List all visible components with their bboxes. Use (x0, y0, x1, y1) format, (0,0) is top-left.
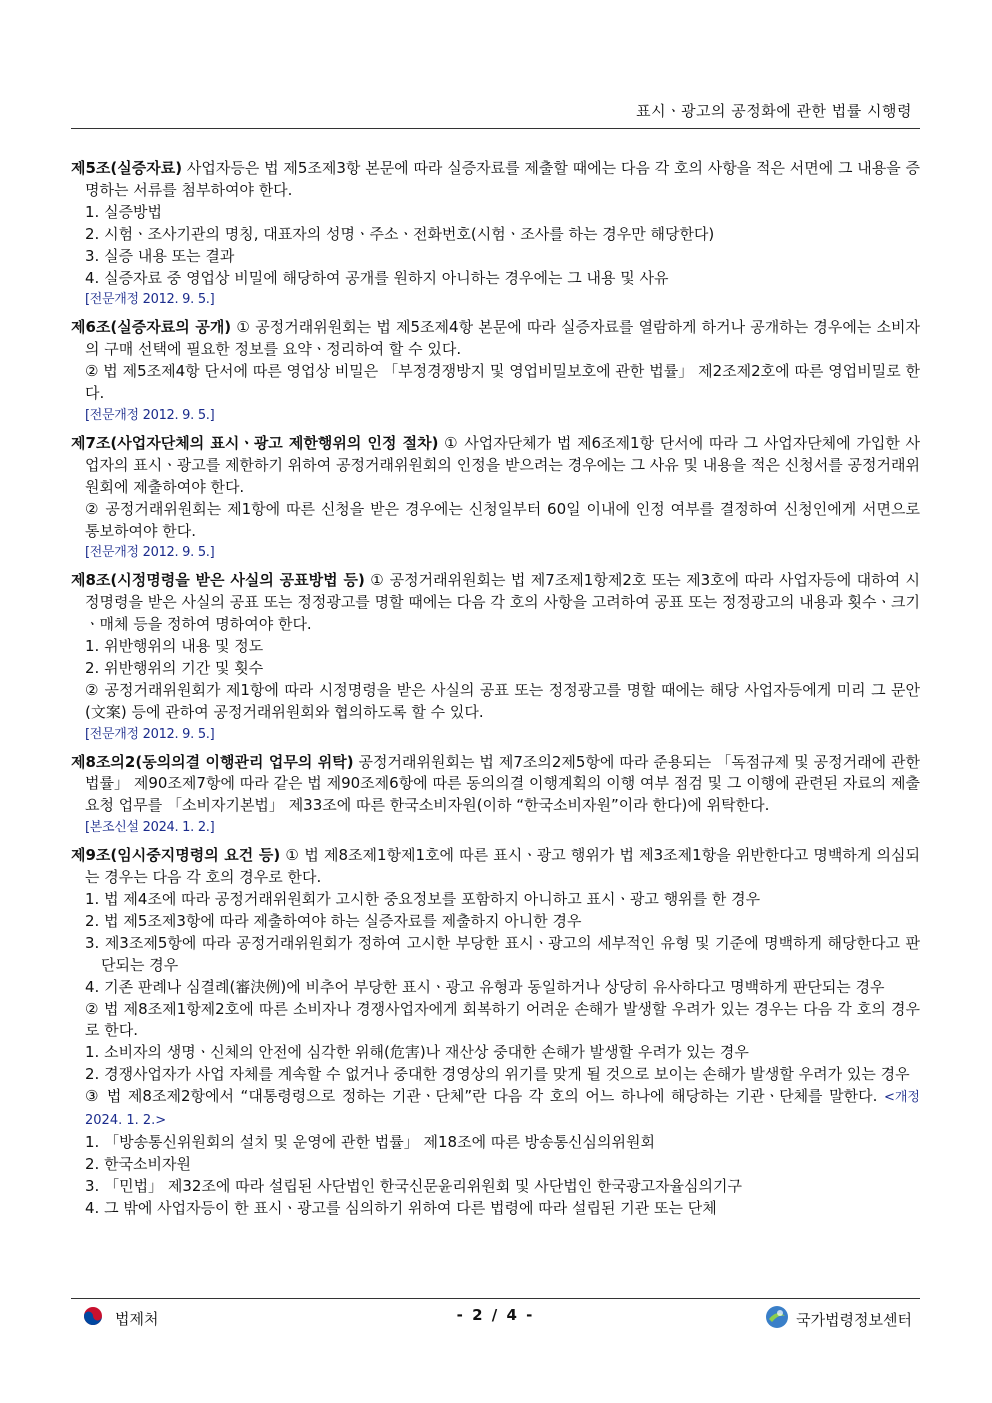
article-text: 사업자등은 법 제5조제3항 본문에 따라 실증자료를 제출할 때에는 다음 각 호의 사항을 적은 서면에 그 내용을 증명하는 서류를 첨부하여야 한다. (85, 159, 920, 199)
article-paragraph (71, 752, 920, 818)
list-item: 2. 한국소비자원 (85, 1154, 192, 1173)
sub-paragraph (71, 1086, 920, 1132)
article-title: 제8조의2(동의의결 이행관리 업무의 위탁) (71, 752, 354, 771)
article-paragraph (71, 570, 920, 636)
revision-note: [전문개정 2012. 9. 5.] (85, 292, 215, 308)
law-info-center-label: 국가법령정보센터 (796, 1310, 912, 1329)
article-8 (71, 570, 920, 745)
list-item: 3. 실증 내용 또는 결과 (85, 246, 235, 265)
sub-paragraph: ② 공정거래위원회가 제1항에 따라 시정명령을 받은 사실의 공표 또는 정정광고를 명할 때에는 해당 사업자등에게 미리 그 문안(文案) 등에 관하여 공정거래위원회와 협의하도록 할 수 있다. (85, 680, 920, 721)
article-text: ① 사업자단체가 법 제6조제1항 단서에 따라 그 사업자단체에 가입한 사업자의 표시ㆍ광고를 제한하기 위하여 공정거래위원회의 인정을 받으려는 경우에는 그 사유 및 내용을 적은 신청서를 공정거래위원회에 제출하여야 한다. (85, 433, 920, 496)
sub-paragraph: ② 공정거래위원회는 제1항에 따른 신청을 받은 경우에는 신청일부터 60일 이내에 인정 여부를 결정하여 신청인에게 서면으로 통보하여야 한다. (85, 499, 920, 540)
list-item: 2. 경쟁사업자가 사업 자체를 계속할 수 없거나 중대한 경영상의 위기를 맞게 될 것으로 보이는 손해가 발생할 우려가 있는 경우 (85, 1065, 910, 1084)
list-item: 1. 「방송통신위원회의 설치 및 운영에 관한 법률」 제18조에 따른 방송통신심의위원회 (85, 1132, 655, 1151)
revision-note: [본조신설 2024. 1. 2.] (85, 820, 215, 836)
list-item: 2. 위반행위의 기간 및 횟수 (85, 658, 264, 677)
document-body (71, 158, 920, 1226)
article-text: ① 법 제8조제1항제1호에 따른 표시ㆍ광고 행위가 법 제3조제1항을 위반한다고 명백하게 의심되는 경우는 다음 각 호의 경우로 한다. (85, 846, 920, 887)
article-title: 제7조(사업자단체의 표시ㆍ광고 제한행위의 인정 절차) (71, 433, 439, 452)
article-7 (71, 433, 920, 564)
article-paragraph (71, 158, 920, 202)
article-paragraph (71, 433, 920, 499)
article-paragraph (71, 845, 920, 889)
document-title: 표시ㆍ광고의 공정화에 관한 법률 시행령 (636, 102, 912, 120)
page-header (71, 96, 920, 129)
list-item: 2. 법 제5조제3항에 따라 제출하여야 하는 실증자료를 제출하지 아니한 경우 (85, 911, 582, 930)
article-5 (71, 158, 920, 311)
page-number: - 2 / 4 - (456, 1306, 535, 1324)
article-title: 제8조(시정명령을 받은 사실의 공표방법 등) (71, 571, 365, 590)
list-item: 4. 실증자료 중 영업상 비밀에 해당하여 공개를 원하지 아니하는 경우에는 그 내용 및 사유 (85, 268, 669, 287)
list-item: 1. 법 제4조에 따라 공정거래위원회가 고시한 중요정보를 포함하지 아니하고 표시ㆍ광고 행위를 한 경우 (85, 890, 761, 908)
list-item: 3. 제3조제5항에 따라 공정거래위원회가 정하여 고시한 부당한 표시ㆍ광고의 세부적인 유형 및 기준에 명백하게 해당한다고 판단되는 경우 (85, 933, 920, 974)
moleg-label: 법제처 (115, 1309, 159, 1328)
revision-note: [전문개정 2012. 9. 5.] (85, 726, 215, 742)
article-title: 제5조(실증자료) (71, 159, 183, 177)
article-title: 제6조(실증자료의 공개) (71, 318, 232, 337)
article-text: ① 공정거래위원회는 법 제5조제4항 본문에 따라 실증자료를 열람하게 하거나 공개하는 경우에는 소비자의 구매 선택에 필요한 정보를 요약ㆍ정리하여 할 수 있다. (85, 318, 920, 359)
list-item: 1. 위반행위의 내용 및 정도 (85, 637, 264, 656)
article-8-2 (71, 752, 920, 840)
article-text: 공정거래위원회는 법 제7조의2제5항에 따라 준용되는 「독점규제 및 공정거래에 관한 법률」 제90조제7항에 따라 같은 법 제90조제6항에 따른 동의의결 이행계획의 이행 여부 점검 및 그 이행에 관련된 자료의 제출 요청 업무를 「소비자기본법」 제33조에 따른 한국소비자원(이하 “한국소비자원”이라 한다)에 위탁한다. (85, 752, 921, 815)
list-item: 4. 그 밖에 사업자등이 한 표시ㆍ광고를 심의하기 위하여 다른 법령에 따라 설립된 기관 또는 단체 (85, 1198, 717, 1217)
footer-divider (71, 1298, 920, 1299)
article-6 (71, 317, 920, 427)
list-item: 1. 실증방법 (85, 202, 163, 221)
revision-note: [전문개정 2012. 9. 5.] (85, 545, 215, 561)
article-paragraph (71, 317, 920, 361)
list-item: 4. 기존 판례나 심결례(審決例)에 비추어 부당한 표시ㆍ광고 유형과 동일하거나 상당히 유사하다고 명백하게 판단되는 경우 (85, 977, 885, 996)
page-footer (71, 1304, 920, 1334)
law-info-center-logo-icon (764, 1304, 790, 1334)
list-item: 2. 시험ㆍ조사기관의 명칭, 대표자의 성명ㆍ주소ㆍ전화번호(시험ㆍ조사를 하는 경우만 해당한다) (85, 224, 715, 243)
list-item: 1. 소비자의 생명ㆍ신체의 안전에 심각한 위해(危害)나 재산상 중대한 손해가 발생할 우려가 있는 경우 (85, 1043, 749, 1062)
article-title: 제9조(임시중지명령의 요건 등) (71, 846, 281, 865)
list-item: 3. 「민법」 제32조에 따라 설립된 사단법인 한국신문윤리위원회 및 사단법인 한국광고자율심의기구 (85, 1176, 742, 1195)
footer-right (764, 1304, 912, 1334)
revision-note: <개정 2024. 1. 2.> (85, 1090, 920, 1129)
sub-paragraph: ② 법 제8조제1항제2호에 따른 소비자나 경쟁사업자에게 회복하기 어려운 손해가 발생할 우려가 있는 경우는 다음 각 호의 경우로 한다. (85, 999, 920, 1040)
sub-paragraph: ② 법 제5조제4항 단서에 따른 영업상 비밀은 「부정경쟁방지 및 영업비밀보호에 관한 법률」 제2조제2호에 따른 영업비밀로 한다. (85, 362, 920, 403)
article-text: ① 공정거래위원회는 법 제7조제1항제2호 또는 제3호에 따라 사업자등에 대하여 시정명령을 받은 사실의 공표 또는 정정광고를 명할 때에는 다음 각 호의 사항을 고려하여 공표 또는 정정광고의 내용과 횟수ㆍ크기ㆍ매체 등을 정하여 명하여야 한다. (85, 571, 920, 634)
sub-paragraph-text: ③ 법 제8조제2항에서 “대통령령으로 정하는 기관ㆍ단체”란 다음 각 호의 어느 하나에 해당하는 기관ㆍ단체를 말한다. (85, 1087, 878, 1106)
revision-note: [전문개정 2012. 9. 5.] (85, 407, 215, 423)
article-9 (71, 845, 920, 1219)
